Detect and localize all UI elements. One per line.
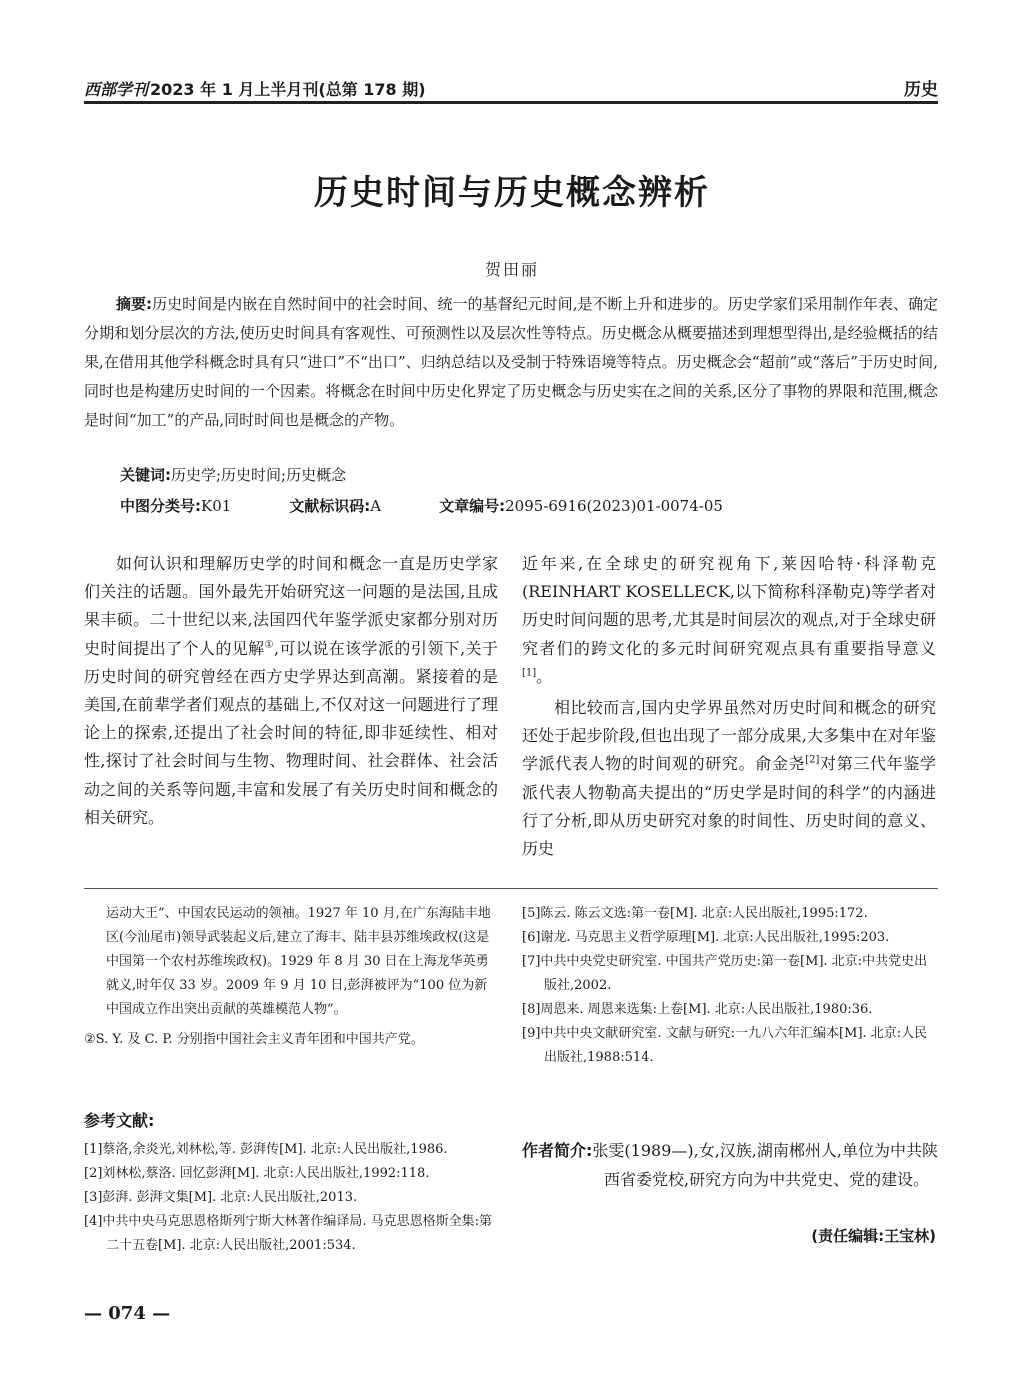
doc-label: 文献标识码: [289, 497, 371, 515]
keywords-label: 关键词: [120, 466, 171, 484]
body-paragraph [522, 694, 936, 863]
reference-item: [5]陈云. 陈云文选:第一卷[M]. 北京:人民出版社,1995:172. [522, 906, 868, 921]
author-bio-text: 张雯(1989—),女,汉族,湖南郴州人,单位为中共陕西省委党校,研究方向为中共党史、党的建设。 [592, 1141, 938, 1189]
reference-item: [9]中共中央文献研究室. 文献与研究:一九八六年汇编本[M]. 北京:人民出版社,1988:514. [522, 1026, 928, 1065]
citation-marker[interactable]: [1] [522, 667, 537, 679]
reference-item: [1]蔡洛,余炎光,刘林松,等. 彭湃传[M]. 北京:人民出版社,1986. [84, 1142, 448, 1157]
body-text: ,可以说在该学派的引领下,关于历史时间的研究曾经在西方史学界达到高潮。紧接着的是美国,在前辈学者们观点的基础上,不仅对这一问题进行了理论上的探索,还提出了社会时间的特征,即非延续性、相对性,探讨了社会时间与生物、物理时间、社会群体、社会活动之间的关系等问题,丰富和发展了有关历史时间和概念的相关研究。 [84, 638, 498, 827]
body-text: 相比较而言,国内史学界虽然对历史时间和概念的研究还处于起步阶段,但也出现了一部分成果,大多集中在对年鉴学派代表人物的时间观的研究。俞金尧 [522, 698, 936, 774]
body-column-left [84, 550, 498, 832]
body-text: 。 [536, 666, 553, 686]
running-header [84, 70, 938, 100]
article-author: 贺田丽 [484, 260, 539, 279]
journal-logo: 西部学刊 [84, 80, 149, 99]
section-label: 历史 [904, 80, 938, 100]
keywords [120, 464, 346, 485]
article-number [439, 495, 723, 516]
article-title: 历史时间与历史概念辨析 [314, 173, 710, 213]
reference-item: [3]彭湃. 彭湃文集[M]. 北京:人民出版社,2013. [84, 1190, 358, 1205]
article-number-label: 文章编号: [439, 497, 506, 515]
author-bio-label: 作者简介: [522, 1141, 593, 1160]
body-paragraph [84, 550, 498, 832]
clc-value: K01 [201, 497, 232, 515]
section-divider [84, 888, 938, 889]
reference-item: [8]周恩来. 周恩来选集:上卷[M]. 北京:人民出版社,1980:36. [522, 1002, 873, 1017]
footnotes [84, 902, 496, 1052]
reference-item: [2]刘林松,蔡洛. 回忆彭湃[M]. 北京:人民出版社,1992:118. [84, 1166, 430, 1181]
abstract-label: 摘要: [116, 295, 153, 313]
doc-code [289, 495, 381, 516]
issue-info: 2023 年 1 月上半月刊(总第 178 期) [150, 80, 426, 99]
author-bio [522, 1136, 938, 1194]
references-heading: 参考文献: [84, 1111, 155, 1130]
references-right [522, 902, 938, 1070]
header-left [84, 77, 426, 100]
footnote-continued: 运动大王”、中国农民运动的领袖。1927 年 10 月,在广东海陆丰地区(今汕尾市)领导武装起义后,建立了海丰、陆丰县苏维埃政权(这是中国第一个农村苏维埃政权)。1929 年 8 月 30 日在上海龙华英勇就义,时年仅 33 岁。2009 年 9 月 10 日,彭湃被评为“100 位为新中国成立作出突出贡献的英雄模范人物”。 [106, 906, 491, 1017]
reference-item: [7]中共中央党史研究室. 中国共产党历史:第一卷[M]. 北京:中共党史出版社,2002. [522, 954, 928, 993]
footnote-2: ②S. Y. 及 C. P. 分别指中国社会主义青年团和中国共产党。 [84, 1032, 424, 1047]
abstract [84, 290, 938, 435]
body-text: 如何认识和理解历史学的时间和概念一直是历史学家们关注的话题。国外最先开始研究这一问题的是法国,且成果丰硕。二十世纪以来,法国四代年鉴学派史家都分别对历史时间提出了个人的见解 [84, 554, 498, 658]
clc-number [120, 495, 231, 516]
article-number-value: 2095-6916(2023)01-0074-05 [505, 497, 723, 515]
citation-marker[interactable]: [2] [805, 755, 820, 767]
body-column-right [522, 550, 936, 863]
page-number: — 074 — [84, 1303, 171, 1324]
body-text: 近年来,在全球史的研究视角下,莱因哈特·科泽勒克(REINHART KOSELLECK,以下简称科泽勒克)等学者对历史时间问题的思考,尤其是时间层次的观点,对于全球史研究者们的跨文化的多元时间研究观点具有重要指导意义 [522, 554, 936, 658]
classification-line [120, 495, 938, 516]
doc-value: A [370, 497, 382, 515]
body-text: 对第三代年鉴学派代表人物勒高夫提出的“历史学是时间的科学”的内涵进行了分析,即从历史研究对象的时间性、历史时间的意义、历史 [522, 754, 936, 859]
clc-label: 中图分类号: [120, 497, 201, 515]
header-rule [84, 101, 938, 104]
responsible-editor: (责任编辑:王宝林) [811, 1227, 936, 1245]
abstract-text: 历史时间是内嵌在自然时间中的社会时间、统一的基督纪元时间,是不断上升和进步的。历史学家们采用制作年表、确定分期和划分层次的方法,使历史时间具有客观性、可预测性以及层次性等特点。历史概念从概要描述到理想型得出,是经验概括的结果,在借用其他学科概念时具有只“进口”不“出口”、归纳总结以及受制于特殊语境等特点。历史概念会“超前”或“落后”于历史时间,同时也是构建历史时间的一个因素。将概念在时间中历史化界定了历史概念与历史实在之间的关系,区分了事物的界限和范围,概念是时间“加工”的产品,同时时间也是概念的产物。 [84, 295, 938, 429]
references-left [84, 1138, 496, 1258]
keywords-text: 历史学;历史时间;历史概念 [171, 466, 347, 484]
body-paragraph [522, 550, 936, 691]
reference-item: [4]中共中央马克思恩格斯列宁斯大林著作编译局. 马克思恩格斯全集:第二十五卷[M]. 北京:人民出版社,2001:534. [84, 1214, 493, 1253]
reference-item: [6]谢龙. 马克思主义哲学原理[M]. 北京:人民出版社,1995:203. [522, 930, 890, 945]
footnote-marker[interactable]: ① [264, 639, 274, 651]
